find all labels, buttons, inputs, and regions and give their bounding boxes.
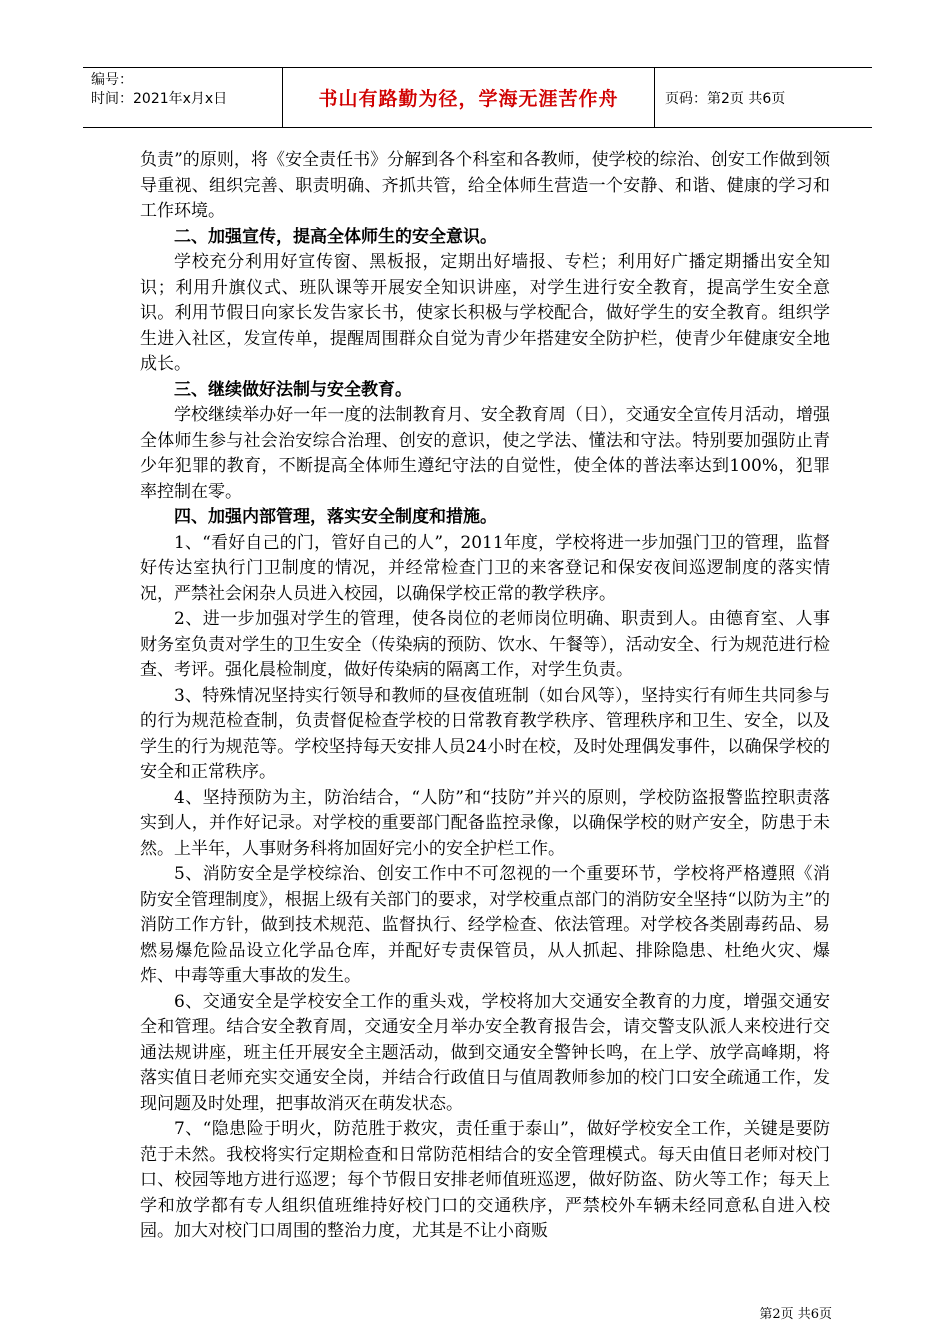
header-meta [83, 68, 283, 127]
document-time-label: 时间：2021年x月x日 [91, 91, 228, 107]
footer-page-number: 第2页 共6页 [759, 1307, 832, 1322]
list-item-6: 6、交通安全是学校安全工作的重头戏，学校将加大交通安全教育的力度，增强交通安全和管理。结合安全教育周，交通安全月举办安全教育报告会，请交警支队派人来校进行交通法规讲座，班主任开展安全主题活动，做到交通安全警钟长鸣，在上学、放学高峰期，将落实值日老师充实交通安全岗，并结合行政值日与值周教师参加的校门口安全疏通工作，发现问题及时处理，把事故消灭在萌发状态。 [140, 991, 830, 1114]
section-heading-2: 二、加强宣传，提高全体师生的安全意识。 [174, 226, 497, 247]
header-page-number: 页码：第2页 共6页 [665, 90, 786, 107]
document-body [140, 148, 830, 1245]
section-heading-4: 四、加强内部管理，落实安全制度和措施。 [174, 507, 497, 527]
paragraph: 学校继续举办好一年一度的法制教育月、安全教育周（日），交通安全宣传月活动，增强全体师生参与社会治安综合治理、创安的意识，使之学法、懂法和守法。特别要加强防止青少年犯罪的教育，不断提高全体师生遵纪守法的自觉性，使全体的普法率达到100%，犯罪率控制在零。 [140, 405, 830, 502]
paragraph: 学校充分利用好宣传窗、黑板报，定期出好墙报、专栏；利用好广播定期播出安全知识；利用升旗仪式、班队课等开展安全知识讲座，对学生进行安全教育，提高学生安全意识。利用节假日向家长发告家长书，使家长积极与学校配合，做好学生的安全教育。组织学生进入社区，发宣传单，提醒周围群众自觉为青少年搭建安全防护栏，使青少年健康安全地成长。 [140, 252, 830, 374]
section-heading-3: 三、继续做好法制与安全教育。 [174, 379, 412, 400]
list-item-7: 7、“隐患险于明火，防范胜于救灾，责任重于泰山”，做好学校安全工作，关键是要防范于未然。我校将实行定期检查和日常防范相结合的安全管理模式。每天由值日老师对校门口、校园等地方进行巡逻；每个节假日安排老师值班巡逻，做好防盗、防火等工作；每天上学和放学都有专人组织值班维持好校门口的交通秩序，严禁校外车辆未经同意私自进入校园。加大对校门口周围的整治力度，尤其是不让小商贩 [140, 1119, 830, 1241]
paragraph-continuation: 负责”的原则，将《安全责任书》分解到各个科室和各教师，使学校的综治、创安工作做到领导重视、组织完善、职责明确、齐抓共管，给全体师生营造一个安静、和谐、健康的学习和工作环境。 [140, 150, 830, 221]
list-item-4: 4、坚持预防为主，防治结合，“人防”和“技防”并兴的原则，学校防盗报警监控职责落实到人，并作好记录。对学校的重要部门配备监控录像，以确保学校的财产安全，防患于未然。上半年，人事财务科将加固好完小的安全护栏工作。 [140, 787, 830, 859]
page-header [83, 67, 872, 128]
document-number-label: 编号： [91, 72, 133, 88]
list-item-3: 3、特殊情况坚持实行领导和教师的昼夜值班制（如台风等），坚持实行有师生共同参与的行为规范检查制，负责督促检查学校的日常教育教学秩序、管理秩序和卫生、安全，以及学生的行为规范等。学校坚持每天安排人员24小时在校，及时处理偶发事件，以确保学校的安全和正常秩序。 [140, 685, 830, 782]
list-item-2: 2、进一步加强对学生的管理，使各岗位的老师岗位明确、职责到人。由德育室、人事财务室负责对学生的卫生安全（传染病的预防、饮水、午餐等），活动安全、行为规范进行检查、考评。强化晨检制度，做好传染病的隔离工作，对学生负责。 [140, 609, 830, 680]
list-item-1: 1、“看好自己的门，管好自己的人”，2011年度，学校将进一步加强门卫的管理，监督好传达室执行门卫制度的情况，并经常检查门卫的来客登记和保安夜间巡逻制度的落实情况，严禁社会闲杂人员进入校园，以确保学校正常的教学秩序。 [140, 532, 830, 604]
list-item-5: 5、消防安全是学校综治、创安工作中不可忽视的一个重要环节，学校将严格遵照《消防安全管理制度》，根据上级有关部门的要求，对学校重点部门的消防安全坚持“以防为主”的消防工作方针，做到技术规范、监督执行、经学检查、依法管理。对学校各类剧毒药品、易燃易爆危险品设立化学品仓库，并配好专责保管员，从人抓起、排除隐患、杜绝火灾、爆炸、中毒等重大事故的发生。 [140, 864, 830, 986]
header-motto: 书山有路勤为径，学海无涯苦作舟 [283, 68, 655, 127]
